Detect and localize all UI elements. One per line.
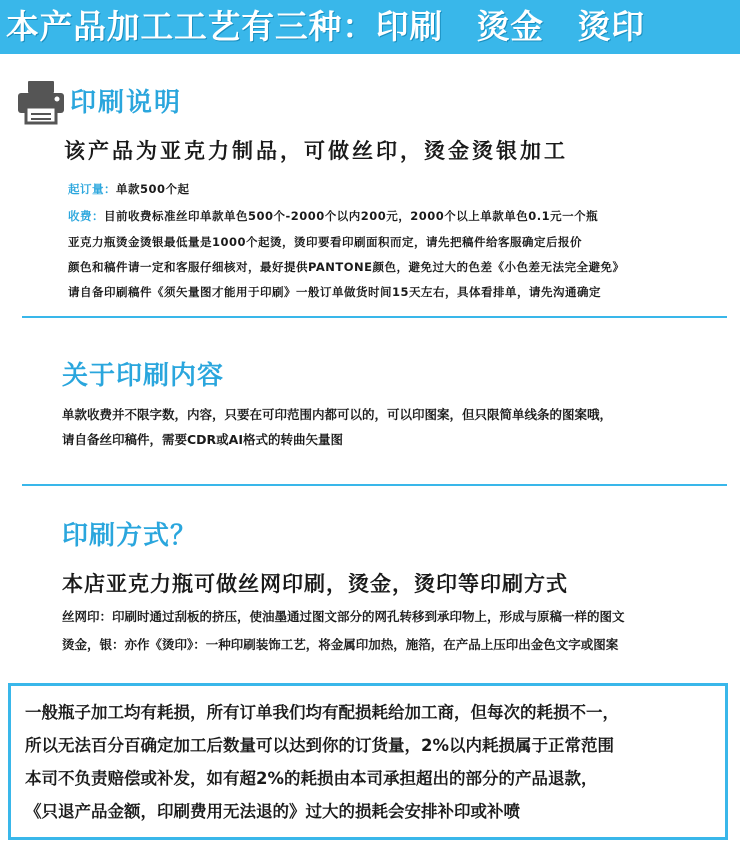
notice-line-1: 一般瓶子加工均有耗损，所有订单我们均有配损耗给加工商，但每次的耗损不一， bbox=[25, 703, 619, 722]
color-row: 颜色和稿件请一定和客服仔细核对，最好提供PANTONE颜色，避免过大的色差《小色差无法完全避免》 bbox=[68, 260, 625, 274]
hot-stamp-row: 亚克力瓶烫金烫银最低量是1000个起烫，烫印要看印刷面积而定，请先把稿件给客服确定后报价 bbox=[68, 235, 583, 249]
print-content-heading: 关于印刷内容 bbox=[62, 361, 225, 391]
print-instructions-heading: 印刷说明 bbox=[70, 88, 183, 118]
moq-row bbox=[68, 181, 190, 197]
loss-notice-box bbox=[8, 683, 728, 840]
section-divider bbox=[22, 484, 727, 486]
notice-line-4: 《只退产品金额，印刷费用无法退的》过大的损耗会安排补印或补喷 bbox=[25, 802, 520, 821]
printer-icon bbox=[16, 79, 66, 125]
moq-label: 起订量： bbox=[68, 182, 116, 196]
screen-print-line: 丝网印：印刷时通过刮板的挤压，使油墨通过图文部分的网孔转移到承印物上，形成与原稿一样的图文 bbox=[62, 609, 625, 624]
content-line-1: 单款收费并不限字数，内容，只要在可印范围内都可以的，可以印图案，但只限简单线条的图案哦， bbox=[62, 407, 613, 422]
fee-value: 目前收费标准丝印单款单色500个-2000个以内200元，2000个以上单款单色0.1元一个瓶 bbox=[104, 209, 599, 223]
notice-line-3: 本司不负责赔偿或补发，如有超2%的耗损由本司承担超出的部分的产品退款， bbox=[25, 769, 598, 788]
section-divider bbox=[22, 316, 727, 318]
print-method-lead: 本店亚克力瓶可做丝网印刷，烫金，烫印等印刷方式 bbox=[62, 572, 568, 596]
hot-stamp-line: 烫金，银：亦作《烫印》：一种印刷装饰工艺，将金属印加热，施箔，在产品上压印出金色文字或图案 bbox=[62, 637, 619, 652]
fee-label: 收费： bbox=[68, 209, 104, 223]
content-line-2: 请自备丝印稿件，需要CDR或AI格式的转曲矢量图 bbox=[62, 432, 344, 447]
print-lead-text: 该产品为亚克力制品，可做丝印，烫金烫银加工 bbox=[64, 139, 568, 163]
top-banner bbox=[0, 0, 740, 54]
print-method-heading: 印刷方式？ bbox=[62, 521, 198, 551]
banner-title: 本产品加工工艺有三种：印刷 烫金 烫印 bbox=[6, 7, 645, 46]
fee-row bbox=[68, 208, 598, 224]
moq-value: 单款500个起 bbox=[116, 182, 190, 196]
notice-line-2: 所以无法百分百确定加工后数量可以达到你的订货量，2%以内耗损属于正常范围 bbox=[25, 736, 615, 755]
artwork-row: 请自备印刷稿件《须矢量图才能用于印刷》一般订单做货时间15天左右，具体看排单，请先沟通确定 bbox=[68, 285, 601, 299]
